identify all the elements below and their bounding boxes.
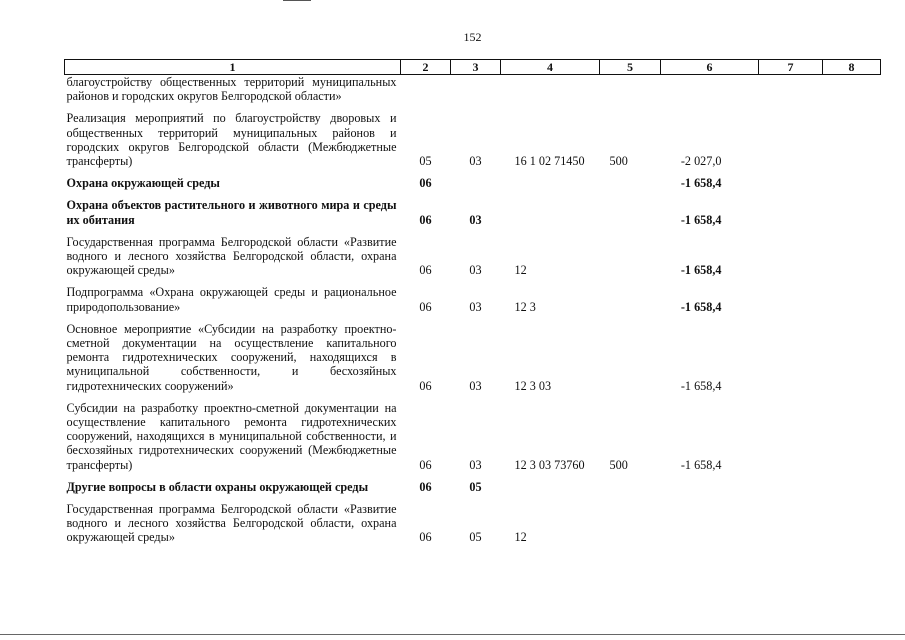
- column-header-8: 8: [823, 60, 881, 75]
- row-expense-type: [600, 474, 661, 496]
- row-section: 05: [419, 154, 432, 169]
- row-col8: [823, 170, 881, 192]
- row-section: 06: [419, 176, 432, 191]
- row-subsection: 03: [469, 212, 482, 227]
- row-expense-type: [600, 496, 661, 547]
- row-target-article: [501, 75, 600, 106]
- row-amount: -1 658,4: [680, 457, 722, 472]
- row-subsection: 05: [469, 530, 482, 545]
- row-section: 06: [419, 457, 432, 472]
- row-amount: -1 658,4: [680, 176, 722, 191]
- column-header-5: 5: [600, 60, 661, 75]
- row-section: 06: [419, 212, 432, 227]
- row-col8: [823, 105, 881, 170]
- row-subsection: [451, 170, 501, 192]
- table-row: [65, 105, 881, 170]
- row-col8: [823, 316, 881, 395]
- row-col7: [759, 170, 823, 192]
- row-target-article: 12: [514, 530, 527, 545]
- row-description: Подпрограмма «Охрана окружающей среды и рациональное природопользование»: [66, 285, 397, 314]
- top-scan-mark: [283, 0, 311, 1]
- row-amount: [661, 474, 759, 496]
- row-col7: [759, 105, 823, 170]
- row-section: 06: [419, 530, 432, 545]
- header-row: [65, 60, 881, 75]
- table-row: [65, 192, 881, 228]
- row-target-article: 16 1 02 71450: [514, 154, 585, 169]
- column-header-1: 1: [65, 60, 401, 75]
- table-header: [65, 60, 881, 75]
- table-row: [65, 229, 881, 280]
- row-section: 06: [419, 263, 432, 278]
- row-target-article: 12: [514, 263, 527, 278]
- row-col8: [823, 395, 881, 474]
- table-row: [65, 75, 881, 106]
- row-section: 06: [419, 479, 432, 494]
- column-header-7: 7: [759, 60, 823, 75]
- table-row: [65, 279, 881, 315]
- row-description: Охрана окружающей среды: [66, 176, 220, 191]
- row-col8: [823, 474, 881, 496]
- column-header-2: 2: [401, 60, 451, 75]
- row-section: 06: [419, 299, 432, 314]
- row-description: Основное мероприятие «Субсидии на разработку проектно-сметной документации на осуществление капитального ремонта гидротехнических сооружений, находящихся в муниципальной собственности, и бесхозяйных гидротехнических сооружений»: [66, 321, 397, 393]
- row-col8: [823, 75, 881, 106]
- row-col7: [759, 279, 823, 315]
- column-header-6: 6: [661, 60, 759, 75]
- row-expense-type: [600, 75, 661, 106]
- row-target-article: [501, 170, 600, 192]
- row-col7: [759, 474, 823, 496]
- row-col8: [823, 279, 881, 315]
- row-col7: [759, 75, 823, 106]
- row-expense-type: 500: [609, 457, 628, 472]
- row-description: Реализация мероприятий по благоустройству дворовых и общественных территорий муниципальных районов и городских округов Белгородской области (Межбюджетные трансферты): [66, 111, 397, 169]
- row-col7: [759, 316, 823, 395]
- row-col8: [823, 229, 881, 280]
- row-subsection: 03: [469, 154, 482, 169]
- row-target-article: 12 3 03: [514, 378, 552, 393]
- row-col8: [823, 192, 881, 228]
- row-col7: [759, 395, 823, 474]
- row-col7: [759, 496, 823, 547]
- row-amount: -1 658,4: [680, 378, 722, 393]
- row-target-article: [501, 192, 600, 228]
- row-description: Субсидии на разработку проектно-сметной документации на осуществление капитального ремонта гидротехнических сооружений, находящихся в муниципальной собственности, и бесхозяйных гидротехнических сооружений (Межбюджетные трансферты): [66, 400, 397, 472]
- row-col8: [823, 496, 881, 547]
- row-target-article: 12 3: [514, 299, 536, 314]
- table-row: [65, 474, 881, 496]
- row-amount: [661, 496, 759, 547]
- table-row: [65, 496, 881, 547]
- row-subsection: 03: [469, 457, 482, 472]
- row-description: Другие вопросы в области охраны окружающей среды: [66, 479, 369, 494]
- row-target-article: 12 3 03 73760: [514, 457, 585, 472]
- row-expense-type: 500: [609, 154, 628, 169]
- row-col7: [759, 192, 823, 228]
- row-amount: [661, 75, 759, 106]
- row-expense-type: [600, 170, 661, 192]
- row-amount: -1 658,4: [680, 263, 722, 278]
- row-subsection: 03: [469, 263, 482, 278]
- row-description: Государственная программа Белгородской области «Развитие водного и лесного хозяйства Белгородской области, охрана окружающей среды»: [66, 502, 397, 545]
- row-amount: -1 658,4: [680, 299, 722, 314]
- row-col7: [759, 229, 823, 280]
- table-body: [65, 75, 881, 547]
- bottom-rule: [0, 634, 905, 635]
- table-row: [65, 316, 881, 395]
- row-section: 06: [419, 378, 432, 393]
- row-section: [401, 75, 451, 106]
- row-expense-type: [600, 192, 661, 228]
- row-description: Охрана объектов растительного и животного мира и среды их обитания: [66, 198, 397, 227]
- row-description: благоустройству общественных территорий муниципальных районов и городских округов Белгородской области»: [66, 75, 397, 104]
- row-target-article: [501, 474, 600, 496]
- row-amount: -2 027,0: [680, 154, 722, 169]
- page-number: 152: [463, 30, 482, 44]
- budget-table: [64, 59, 881, 547]
- row-subsection: 03: [469, 299, 482, 314]
- row-expense-type: [600, 279, 661, 315]
- column-header-3: 3: [451, 60, 501, 75]
- column-header-4: 4: [501, 60, 600, 75]
- table-row: [65, 170, 881, 192]
- row-expense-type: [600, 229, 661, 280]
- row-subsection: 03: [469, 378, 482, 393]
- row-amount: -1 658,4: [680, 212, 722, 227]
- row-subsection: 05: [469, 479, 482, 494]
- row-expense-type: [600, 316, 661, 395]
- table-row: [65, 395, 881, 474]
- row-subsection: [451, 75, 501, 106]
- row-description: Государственная программа Белгородской области «Развитие водного и лесного хозяйства Белгородской области, охрана окружающей среды»: [66, 234, 397, 278]
